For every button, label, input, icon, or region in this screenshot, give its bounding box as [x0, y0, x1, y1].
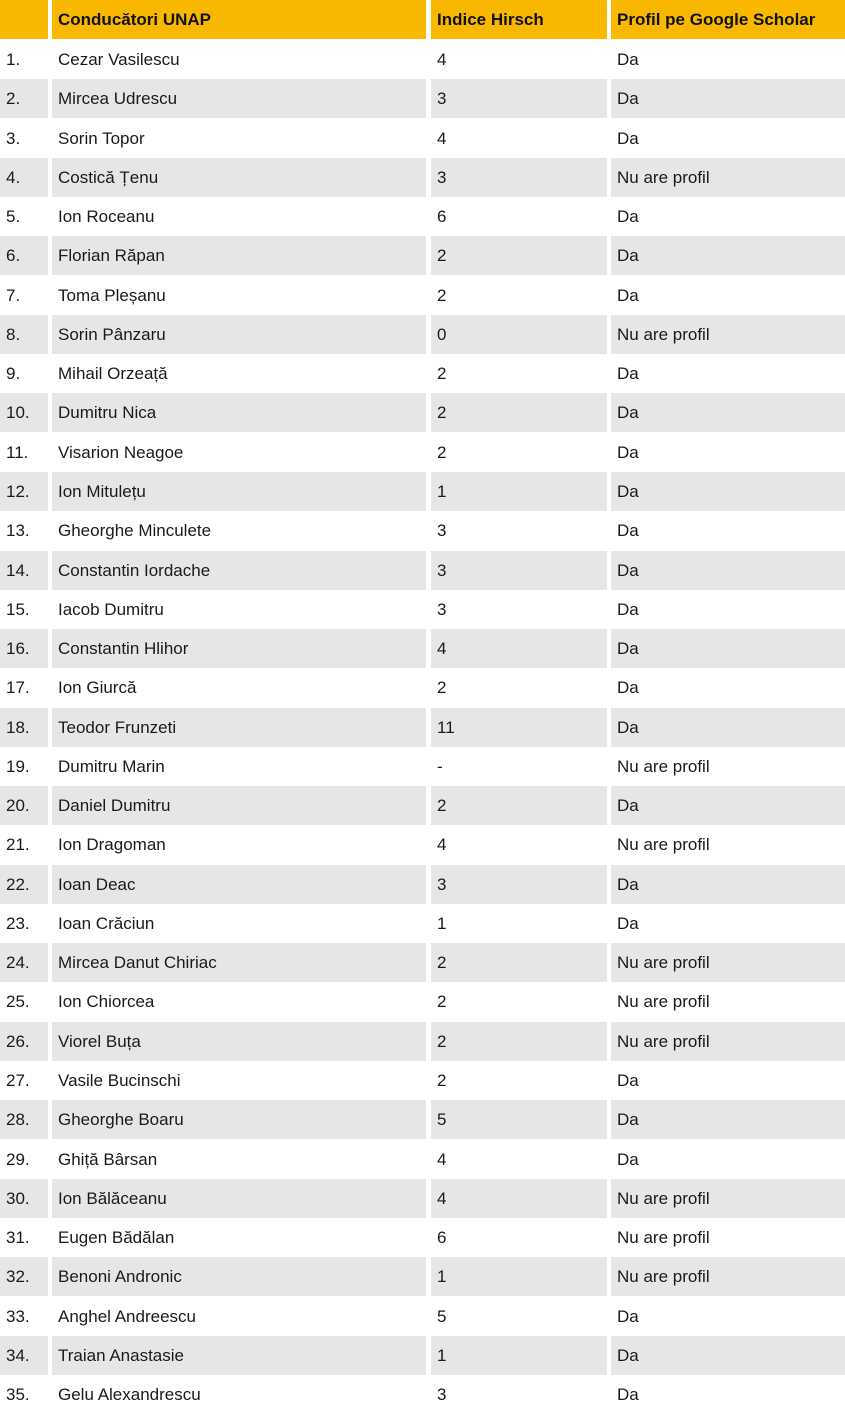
- scholar-cell: Da: [611, 904, 845, 943]
- index-cell: 30.: [0, 1179, 48, 1218]
- hirsch-cell: 11: [431, 708, 607, 747]
- table-row: [0, 1179, 845, 1218]
- hirsch-cell: 3: [431, 551, 607, 590]
- hirsch-cell: 2: [431, 1061, 607, 1100]
- name-cell: Cezar Vasilescu: [52, 40, 426, 79]
- scholar-cell: Da: [611, 1297, 845, 1336]
- index-cell: 19.: [0, 747, 48, 786]
- scholar-cell: Nu are profil: [611, 747, 845, 786]
- name-cell: Ghiță Bârsan: [52, 1140, 426, 1179]
- name-cell: Mircea Danut Chiriac: [52, 943, 426, 982]
- scholar-cell: Nu are profil: [611, 315, 845, 354]
- scholar-cell: Da: [611, 1061, 845, 1100]
- name-cell: Constantin Hlihor: [52, 629, 426, 668]
- table-row: [0, 943, 845, 982]
- scholar-cell: Da: [611, 708, 845, 747]
- hirsch-cell: 6: [431, 197, 607, 236]
- hirsch-cell: 2: [431, 786, 607, 825]
- scholar-cell: Da: [611, 40, 845, 79]
- index-cell: 9.: [0, 354, 48, 393]
- index-cell: 29.: [0, 1140, 48, 1179]
- scholar-cell: Da: [611, 1336, 845, 1375]
- name-cell: Ion Roceanu: [52, 197, 426, 236]
- table-row: [0, 1140, 845, 1179]
- hirsch-cell: 2: [431, 982, 607, 1021]
- name-cell: Traian Anastasie: [52, 1336, 426, 1375]
- table-row: [0, 1061, 845, 1100]
- hirsch-cell: 2: [431, 354, 607, 393]
- scholar-cell: Da: [611, 1100, 845, 1139]
- name-cell: Toma Pleșanu: [52, 276, 426, 315]
- index-cell: 8.: [0, 315, 48, 354]
- hirsch-cell: 5: [431, 1100, 607, 1139]
- name-cell: Gelu Alexandrescu: [52, 1375, 426, 1414]
- name-cell: Viorel Buța: [52, 1022, 426, 1061]
- table-row: [0, 119, 845, 158]
- index-cell: 11.: [0, 433, 48, 472]
- index-cell: 4.: [0, 158, 48, 197]
- scholar-cell: Da: [611, 668, 845, 707]
- hirsch-cell: 3: [431, 158, 607, 197]
- name-cell: Sorin Topor: [52, 119, 426, 158]
- table-row: [0, 315, 845, 354]
- header-cell-scholar: Profil pe Google Scholar: [611, 0, 845, 39]
- index-cell: 10.: [0, 393, 48, 432]
- table-row: [0, 1375, 845, 1414]
- index-cell: 23.: [0, 904, 48, 943]
- name-cell: Vasile Bucinschi: [52, 1061, 426, 1100]
- index-cell: 32.: [0, 1257, 48, 1296]
- hirsch-cell: 0: [431, 315, 607, 354]
- hirsch-cell: 5: [431, 1297, 607, 1336]
- table-row: [0, 511, 845, 550]
- hirsch-cell: 2: [431, 236, 607, 275]
- header-cell-index: [0, 0, 48, 39]
- index-cell: 13.: [0, 511, 48, 550]
- hirsch-cell: 2: [431, 668, 607, 707]
- name-cell: Gheorghe Boaru: [52, 1100, 426, 1139]
- name-cell: Mircea Udrescu: [52, 79, 426, 118]
- scholar-cell: Da: [611, 1375, 845, 1414]
- scholar-cell: Nu are profil: [611, 1022, 845, 1061]
- table-row: [0, 590, 845, 629]
- index-cell: 7.: [0, 276, 48, 315]
- scholar-cell: Da: [611, 119, 845, 158]
- name-cell: Gheorghe Minculete: [52, 511, 426, 550]
- index-cell: 26.: [0, 1022, 48, 1061]
- table-row: [0, 1297, 845, 1336]
- index-cell: 28.: [0, 1100, 48, 1139]
- name-cell: Ion Chiorcea: [52, 982, 426, 1021]
- index-cell: 27.: [0, 1061, 48, 1100]
- index-cell: 16.: [0, 629, 48, 668]
- table-row: [0, 236, 845, 275]
- table-row: [0, 472, 845, 511]
- table-row: [0, 433, 845, 472]
- table-row: [0, 825, 845, 864]
- scholar-cell: Nu are profil: [611, 943, 845, 982]
- name-cell: Benoni Andronic: [52, 1257, 426, 1296]
- hirsch-cell: 3: [431, 511, 607, 550]
- name-cell: Constantin Iordache: [52, 551, 426, 590]
- name-cell: Anghel Andreescu: [52, 1297, 426, 1336]
- scholar-cell: Nu are profil: [611, 1179, 845, 1218]
- hirsch-cell: 3: [431, 865, 607, 904]
- hirsch-cell: 2: [431, 943, 607, 982]
- hirsch-cell: 4: [431, 1140, 607, 1179]
- table-row: [0, 1336, 845, 1375]
- hirsch-cell: -: [431, 747, 607, 786]
- hirsch-cell: 1: [431, 904, 607, 943]
- table-row: [0, 747, 845, 786]
- index-cell: 34.: [0, 1336, 48, 1375]
- index-cell: 22.: [0, 865, 48, 904]
- name-cell: Florian Răpan: [52, 236, 426, 275]
- table-row: [0, 1218, 845, 1257]
- table-row: [0, 865, 845, 904]
- hirsch-cell: 1: [431, 472, 607, 511]
- index-cell: 33.: [0, 1297, 48, 1336]
- header-cell-name: Conducători UNAP: [52, 0, 426, 39]
- table-row: [0, 629, 845, 668]
- scholar-cell: Nu are profil: [611, 982, 845, 1021]
- table-row: [0, 393, 845, 432]
- table-row: [0, 551, 845, 590]
- index-cell: 25.: [0, 982, 48, 1021]
- name-cell: Dumitru Marin: [52, 747, 426, 786]
- hirsch-cell: 4: [431, 40, 607, 79]
- hirsch-cell: 2: [431, 393, 607, 432]
- scholar-cell: Da: [611, 433, 845, 472]
- hirsch-cell: 4: [431, 119, 607, 158]
- name-cell: Daniel Dumitru: [52, 786, 426, 825]
- name-cell: Dumitru Nica: [52, 393, 426, 432]
- index-cell: 18.: [0, 708, 48, 747]
- table-row: [0, 354, 845, 393]
- index-cell: 3.: [0, 119, 48, 158]
- hirsch-cell: 1: [431, 1257, 607, 1296]
- index-cell: 31.: [0, 1218, 48, 1257]
- scholar-cell: Da: [611, 590, 845, 629]
- scholar-cell: Da: [611, 197, 845, 236]
- index-cell: 24.: [0, 943, 48, 982]
- scholar-cell: Da: [611, 786, 845, 825]
- scholar-cell: Nu are profil: [611, 158, 845, 197]
- hirsch-cell: 2: [431, 433, 607, 472]
- scholar-cell: Da: [611, 1140, 845, 1179]
- table-row: [0, 982, 845, 1021]
- name-cell: Ion Dragoman: [52, 825, 426, 864]
- table-row: [0, 1257, 845, 1296]
- name-cell: Ion Mitulețu: [52, 472, 426, 511]
- table-row: [0, 786, 845, 825]
- index-cell: 12.: [0, 472, 48, 511]
- scholar-cell: Da: [611, 551, 845, 590]
- scholar-cell: Nu are profil: [611, 1257, 845, 1296]
- hirsch-cell: 1: [431, 1336, 607, 1375]
- scholar-cell: Da: [611, 629, 845, 668]
- name-cell: Iacob Dumitru: [52, 590, 426, 629]
- hirsch-cell: 3: [431, 1375, 607, 1414]
- table-row: [0, 668, 845, 707]
- scholar-cell: Da: [611, 472, 845, 511]
- scholar-cell: Da: [611, 79, 845, 118]
- index-cell: 2.: [0, 79, 48, 118]
- table-row: [0, 1100, 845, 1139]
- index-cell: 35.: [0, 1375, 48, 1414]
- scholar-cell: Nu are profil: [611, 825, 845, 864]
- index-cell: 1.: [0, 40, 48, 79]
- name-cell: Ion Bălăceanu: [52, 1179, 426, 1218]
- hirsch-cell: 4: [431, 629, 607, 668]
- index-cell: 6.: [0, 236, 48, 275]
- name-cell: Sorin Pânzaru: [52, 315, 426, 354]
- scholar-cell: Da: [611, 236, 845, 275]
- table-row: [0, 904, 845, 943]
- hirsch-cell: 4: [431, 1179, 607, 1218]
- index-cell: 17.: [0, 668, 48, 707]
- header-cell-hirsch: Indice Hirsch: [431, 0, 607, 39]
- name-cell: Ion Giurcă: [52, 668, 426, 707]
- hirsch-cell: 3: [431, 590, 607, 629]
- index-cell: 21.: [0, 825, 48, 864]
- scholar-cell: Da: [611, 865, 845, 904]
- scholar-cell: Da: [611, 354, 845, 393]
- index-cell: 14.: [0, 551, 48, 590]
- scholar-cell: Nu are profil: [611, 1218, 845, 1257]
- table-row: [0, 158, 845, 197]
- name-cell: Teodor Frunzeti: [52, 708, 426, 747]
- name-cell: Visarion Neagoe: [52, 433, 426, 472]
- table-row: [0, 708, 845, 747]
- table-row: [0, 79, 845, 118]
- table-row: [0, 1022, 845, 1061]
- hirsch-cell: 2: [431, 1022, 607, 1061]
- table-row: [0, 197, 845, 236]
- index-cell: 15.: [0, 590, 48, 629]
- scholar-cell: Da: [611, 511, 845, 550]
- name-cell: Ioan Crăciun: [52, 904, 426, 943]
- hirsch-cell: 4: [431, 825, 607, 864]
- name-cell: Ioan Deac: [52, 865, 426, 904]
- name-cell: Eugen Bădălan: [52, 1218, 426, 1257]
- hirsch-cell: 2: [431, 276, 607, 315]
- name-cell: Mihail Orzeață: [52, 354, 426, 393]
- hirsch-cell: 3: [431, 79, 607, 118]
- scholar-cell: Da: [611, 393, 845, 432]
- index-cell: 5.: [0, 197, 48, 236]
- name-cell: Costică Țenu: [52, 158, 426, 197]
- index-cell: 20.: [0, 786, 48, 825]
- table-row: [0, 276, 845, 315]
- table-header-row: [0, 0, 845, 39]
- table-row: [0, 40, 845, 79]
- hirsch-cell: 6: [431, 1218, 607, 1257]
- scholar-cell: Da: [611, 276, 845, 315]
